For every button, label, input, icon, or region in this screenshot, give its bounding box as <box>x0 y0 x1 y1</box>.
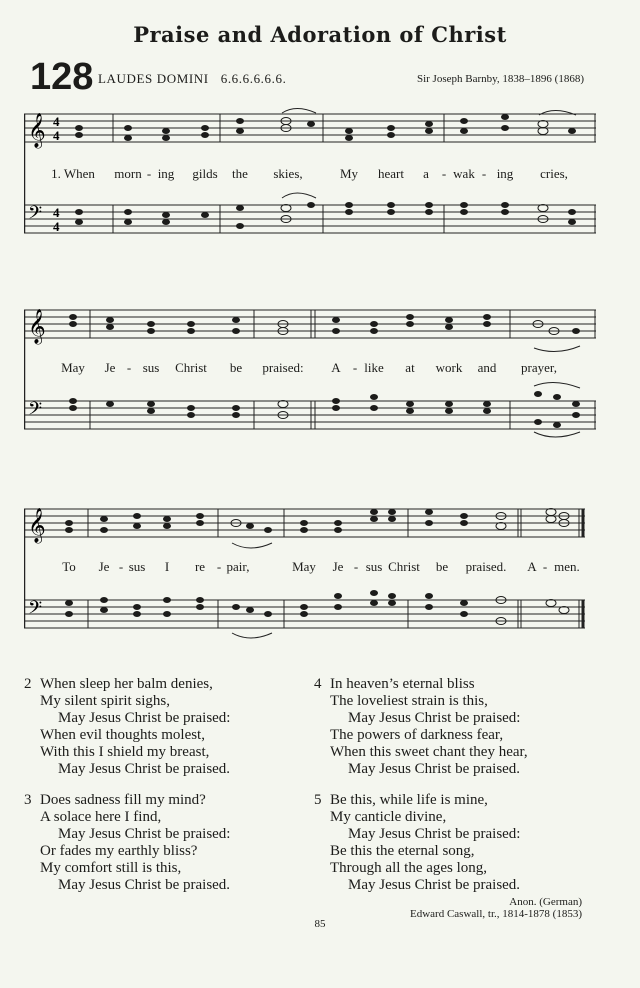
svg-text:4: 4 <box>53 128 60 143</box>
stanza-3: 3 Does sadness fill my mind? A solace here I find, May Jesus Christ be praised: Or fades my earthly bliss? My comfort still is this, May Jesus Christ be praised. <box>24 792 231 893</box>
bass-clef: 𝄢 <box>28 399 43 424</box>
bass-clef: 𝄢 <box>28 203 43 228</box>
page-title: Praise and Adoration of Christ <box>133 22 507 47</box>
treble-clef: 𝄞 <box>28 309 46 344</box>
hymn-number: 128 <box>30 56 94 98</box>
bass-clef: 𝄢 <box>28 598 43 623</box>
composer-credit: Sir Joseph Barnby, 1838–1896 (1868) <box>416 73 584 85</box>
svg-text:4: 4 <box>53 205 60 220</box>
attribution <box>410 896 582 920</box>
stanza-4: 4 In heaven’s eternal bliss The loveliest strain is this, May Jesus Christ be praised: The powers of darkness fear, When this sweet chant they hear, May Jesus Christ be praised. <box>314 676 528 777</box>
translator-credit: Edward Caswall, tr., 1814-1878 (1853) <box>410 908 582 920</box>
page-number: 85 <box>314 918 326 930</box>
stanza-number: 3 <box>24 792 32 808</box>
svg-text:4: 4 <box>53 114 60 129</box>
tune-name: LAUDES DOMINI <box>98 71 209 86</box>
stanza-5: 5 Be this, while life is mine, My canticle divine, May Jesus Christ be praised: Be this the eternal song, Through all the ages long, May Jesus Christ be praised. <box>314 792 521 893</box>
source-credit: Anon. (German) <box>509 896 582 908</box>
lyric-line-1: 1. When morn - ing gilds the skies, My heart a - wak - ing cries, <box>51 166 568 181</box>
lyric-line-3: To Je - sus I re - pair, May Je - sus Christ be praised. A - men. <box>62 559 580 574</box>
svg-text:4: 4 <box>53 219 60 234</box>
tune-line <box>98 71 286 87</box>
slurs <box>232 543 272 638</box>
stanza-number: 2 <box>24 676 32 692</box>
lyric-line-2: May Je - sus Christ be praised: A - like at work and prayer, <box>61 360 557 375</box>
treble-clef: 𝄞 <box>28 508 46 543</box>
meter: 6.6.6.6.6.6. <box>220 71 287 86</box>
stanza-number: 5 <box>314 792 322 808</box>
stanza-2: 2 When sleep her balm denies, My silent spirit sighs, May Jesus Christ be praised: When evil thoughts molest, With this I shield my breast, May Jesus Christ be praised. <box>24 676 231 777</box>
stanza-number: 4 <box>314 676 322 692</box>
treble-clef: 𝄞 <box>28 113 46 148</box>
